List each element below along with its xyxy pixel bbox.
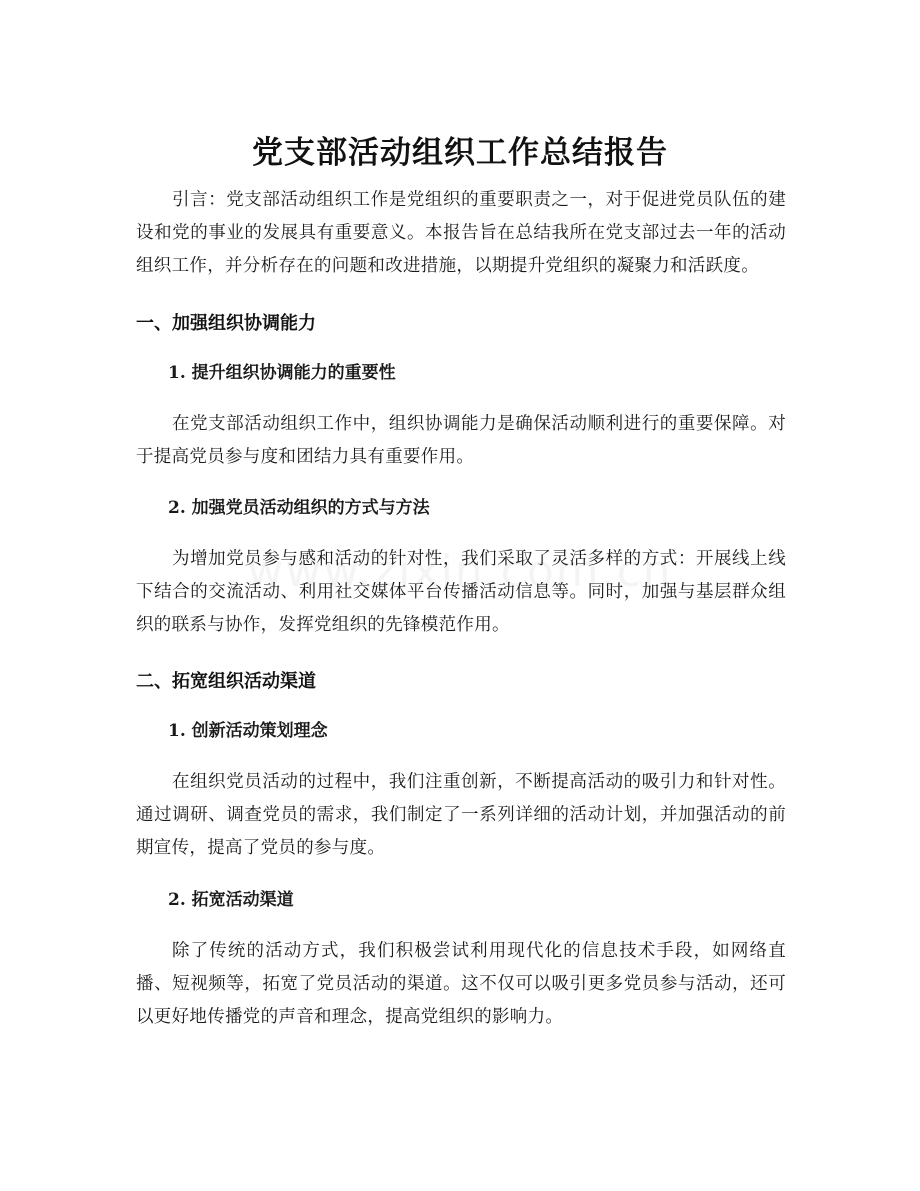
- section-1-sub-2-heading: 2. 加强党员活动组织的方式与方法: [168, 498, 430, 518]
- page-title: 党支部活动组织工作总结报告: [252, 134, 668, 171]
- section-2-sub-2-body: 除了传统的活动方式，我们积极尝试利用现代化的信息技术手段，如网络直播、短视频等，拓宽了党员活动的渠道。这不仅可以吸引更多党员参与活动，还可以更好地传播党的声音和理念，提高党组织的影响力。: [136, 941, 786, 1027]
- section-1-sub-1-heading: 1. 提升组织协调能力的重要性: [168, 363, 396, 383]
- section-2-sub-1-body: 在组织党员活动的过程中，我们注重创新，不断提高活动的吸引力和针对性。通过调研、调查党员的需求，我们制定了一系列详细的活动计划，并加强活动的前期宣传，提高了党员的参与度。: [136, 772, 786, 858]
- section-1-sub-1-body: 在党支部活动组织工作中，组织协调能力是确保活动顺利进行的重要保障。对于提高党员参与度和团结力具有重要作用。: [136, 414, 786, 467]
- section-1-heading: 一、加强组织协调能力: [136, 313, 316, 334]
- section-1-sub-2-body: 为增加党员参与感和活动的针对性，我们采取了灵活多样的方式：开展线上线下结合的交流活动、利用社交媒体平台传播活动信息等。同时，加强与基层群众组织的联系与协作，发挥党组织的先锋模范作用。: [136, 549, 786, 635]
- section-2-heading: 二、拓宽组织活动渠道: [136, 671, 316, 692]
- section-2-sub-2-heading: 2. 拓宽活动渠道: [168, 890, 294, 910]
- section-2-sub-1-heading: 1. 创新活动策划理念: [168, 721, 328, 741]
- intro-paragraph: 引言：党支部活动组织工作是党组织的重要职责之一，对于促进党员队伍的建设和党的事业的发展具有重要意义。本报告旨在总结我所在党支部过去一年的活动组织工作，并分析存在的问题和改进措施，以期提升党组织的凝聚力和活跃度。: [136, 190, 786, 276]
